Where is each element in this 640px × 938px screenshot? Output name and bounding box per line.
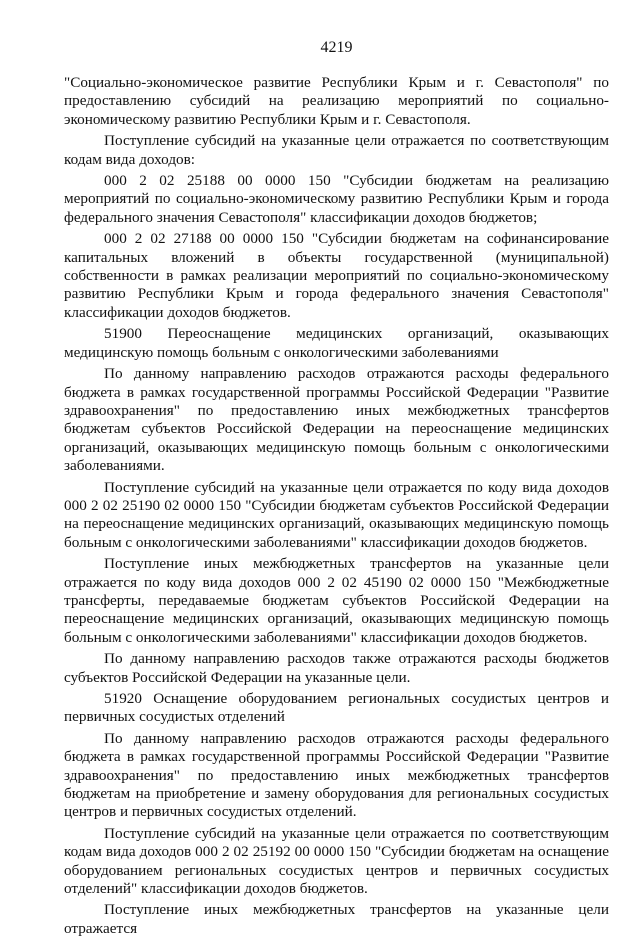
document-body [64, 74, 609, 938]
paragraph: Поступление иных межбюджетных трансфертов на указанные цели отражается по коду вида доходов 000 2 02 45190 02 0000 150 "Межбюджетные трансферты, передаваемые бюджетам субъектов Российской Федерации на переоснащение медицинских организаций, оказывающих медицинскую помощь больным с онкологическими заболеваниями" классификации доходов бюджетов. [64, 555, 609, 646]
paragraph: По данному направлению расходов отражаются расходы федерального бюджета в рамках государственной программы Российской Федерации "Развитие здравоохранения" по предоставлению иных межбюджетных трансфертов бюджетам субъектов Российской Федерации на переоснащение медицинских организаций, оказывающих медицинскую помощь больным с онкологическими заболеваниями. [64, 365, 609, 475]
paragraph: Поступление субсидий на указанные цели отражается по соответствующим кодам вида доходов 000 2 02 25192 00 0000 150 "Субсидии бюджетам на оснащение оборудованием региональных сосудистых центров и первичных сосудистых отделений" классификации доходов бюджетов. [64, 824, 609, 898]
paragraph: Поступление субсидий на указанные цели отражается по соответствующим кодам вида доходов: [64, 132, 609, 168]
paragraph: Поступление иных межбюджетных трансфертов на указанные цели отражается [64, 901, 609, 937]
paragraph: 51920 Оснащение оборудованием региональных сосудистых центров и первичных сосудистых отделений [64, 690, 609, 726]
paragraph: "Социально-экономическое развитие Республики Крым и г. Севастополя" по предоставлению субсидий на реализацию мероприятий по социально-экономическому развитию Республики Крым и г. Севастополя. [64, 74, 609, 128]
paragraph: По данному направлению расходов также отражаются расходы бюджетов субъектов Российской Федерации на указанные цели. [64, 650, 609, 686]
paragraph: По данному направлению расходов отражаются расходы федерального бюджета в рамках государственной программы Российской Федерации "Развитие здравоохранения" по предоставлению иных межбюджетных трансфертов бюджетам на приобретение и замену оборудования для региональных сосудистых центров и первичных сосудистых отделений. [64, 729, 609, 821]
paragraph: 000 2 02 27188 00 0000 150 "Субсидии бюджетам на софинансирование капитальных вложений в объекты государственной (муниципальной) собственности в рамках реализации мероприятий по социально-экономическому развитию Республики Крым и города федерального значения Севастополя" классификации доходов бюджетов. [64, 230, 609, 321]
page-number: 4219 [320, 39, 353, 56]
paragraph: Поступление субсидий на указанные цели отражается по коду вида доходов 000 2 02 25190 02 0000 150 "Субсидии бюджетам субъектов Российской Федерации на переоснащение медицинских организаций, оказывающих медицинскую помощь больным с онкологическими заболеваниями" классификации доходов бюджетов. [64, 478, 609, 551]
paragraph: 000 2 02 25188 00 0000 150 "Субсидии бюджетам на реализацию мероприятий по социально-экономическому развитию Республики Крым и города федерального значения Севастополя" классификации доходов бюджетов; [64, 172, 609, 226]
paragraph: 51900 Переоснащение медицинских организаций, оказывающих медицинскую помощь больным с онкологическими заболеваниями [64, 325, 609, 361]
